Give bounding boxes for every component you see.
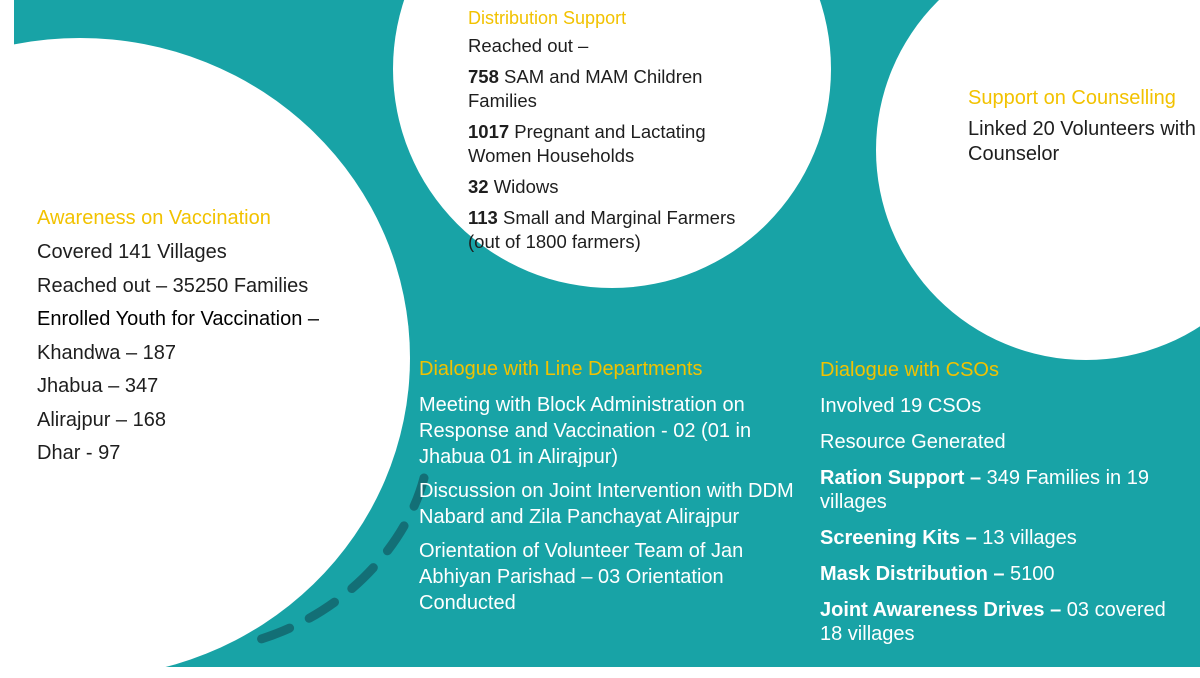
line-departments-heading: Dialogue with Line Departments [419,358,703,380]
csos-item: Joint Awareness Drives – 03 covered 18 villages [820,599,1166,645]
awareness-section [37,206,377,475]
district-count: Dhar - 97 [37,442,121,464]
distribution-intro: Reached out – [468,35,589,56]
csos-heading: Dialogue with CSOs [820,359,999,381]
distribution-item: 113 Small and Marginal Farmers (out of 1800 farmers) [468,207,736,252]
csos-involved: Involved 19 CSOs [820,395,982,417]
district-count: Alirajpur – 168 [37,408,166,431]
csos-item: Mask Distribution – 5100 [820,563,1055,585]
csos-resource-label: Resource Generated [820,431,1006,453]
awareness-families: Reached out – 35250 Families [37,274,309,297]
district-count: Khandwa – 187 [37,341,177,364]
distribution-item: 758 SAM and MAM Children Families [468,66,703,111]
csos-item: Ration Support – 349 Families in 19 villages [820,467,1149,513]
csos-section [820,358,1190,658]
awareness-villages: Covered 141 Villages [37,241,227,263]
line-departments-section [419,356,804,624]
line-departments-item: Meeting with Block Administration on Response and Vaccination - 02 (01 in Jhabua 01 in Alirajpur) [419,394,752,468]
awareness-heading: Awareness on Vaccination [37,207,271,229]
district-count: Jhabua – 347 [37,375,159,397]
line-departments-item: Orientation of Volunteer Team of Jan Abhiyan Parishad – 03 Orientation Conducted [419,540,744,614]
counselling-heading: Support on Counselling [968,87,1176,109]
distribution-heading: Distribution Support [468,8,627,28]
counselling-text: Linked 20 Volunteers with Counselor [968,118,1196,165]
counselling-section [968,86,1200,167]
line-departments-item: Discussion on Joint Intervention with DDM Nabard and Zila Panchayat Alirajpur [419,480,794,528]
distribution-item: 32 Widows [468,176,559,197]
awareness-enrolled-label: Enrolled Youth for Vaccination – [37,308,320,330]
distribution-support-section [468,6,768,261]
distribution-item: 1017 Pregnant and Lactating Women Households [468,121,706,166]
csos-item: Screening Kits – 13 villages [820,527,1077,549]
